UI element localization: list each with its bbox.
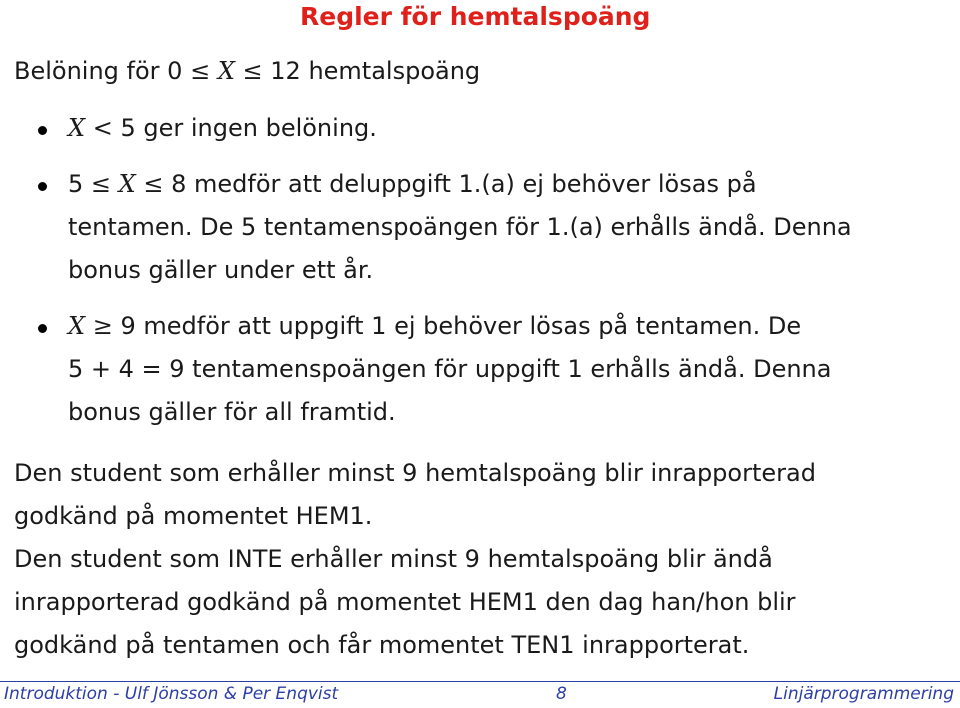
ge-symbol: ≥	[92, 312, 113, 340]
math-var-x: X	[68, 312, 86, 340]
lt-symbol: <	[85, 114, 121, 142]
reward-range-line	[14, 50, 480, 93]
rules-list	[0, 107, 960, 447]
bullet-icon	[38, 324, 47, 333]
le-symbol: ≤	[143, 170, 164, 198]
bullet-icon	[38, 126, 47, 135]
rule-text: 8 medför att deluppgift 1.(a) ej behöver lösas på	[163, 170, 757, 198]
math-var-x: X	[68, 114, 86, 142]
rule-line: bonus gäller för all framtid.	[68, 398, 396, 426]
rule-pre: 5	[68, 170, 91, 198]
bullet-icon	[38, 182, 47, 191]
paragraph-hem1-exam	[14, 538, 796, 667]
reward-range-prefix: Belöning för 0	[14, 57, 191, 85]
le-symbol: ≤	[90, 170, 112, 198]
rule-line: 5 + 4 = 9 tentamenspoängen för uppgift 1 erhålls ändå. Denna	[68, 355, 832, 383]
paragraph-line: godkänd på tentamen och får momentet TEN1 inrapporterat.	[14, 631, 750, 659]
slide-title: Regler för hemtalspoäng	[300, 2, 651, 31]
rule-line	[68, 163, 960, 206]
rule-line: tentamen. De 5 tentamenspoängen för 1.(a) erhålls ändå. Denna	[68, 213, 852, 241]
paragraph-line: inrapporterad godkänd på momentet HEM1 den dag han/hon blir	[14, 588, 796, 616]
paragraph-line: godkänd på momentet HEM1.	[14, 502, 373, 530]
math-var-x: X	[217, 57, 235, 85]
slide-footer	[0, 681, 960, 708]
footer-course-title: Linjärprogrammering	[773, 684, 954, 704]
list-item	[0, 107, 960, 150]
footer-page-number: 8	[556, 684, 567, 704]
le-symbol: ≤	[190, 57, 211, 85]
le-symbol: ≤	[242, 57, 263, 85]
list-item	[0, 305, 960, 434]
paragraph-hem1-pass	[14, 452, 816, 538]
reward-range-suffix: 12 hemtalspoäng	[262, 57, 481, 85]
footer-authors: Introduktion - Ulf Jönsson & Per Enqvist	[4, 684, 339, 704]
rule-line: bonus gäller under ett år.	[68, 256, 374, 284]
rule-text: 9 medför att uppgift 1 ej behöver lösas på tentamen. De	[112, 312, 802, 340]
rule-line	[68, 107, 960, 150]
paragraph-line: Den student som erhåller minst 9 hemtalspoäng blir inrapporterad	[14, 459, 816, 487]
rule-line	[68, 305, 960, 348]
rule-text: 5 ger ingen belöning.	[120, 114, 377, 142]
paragraph-line: Den student som INTE erhåller minst 9 hemtalspoäng blir ändå	[14, 545, 773, 573]
math-var-x: X	[118, 170, 136, 198]
list-item	[0, 163, 960, 292]
